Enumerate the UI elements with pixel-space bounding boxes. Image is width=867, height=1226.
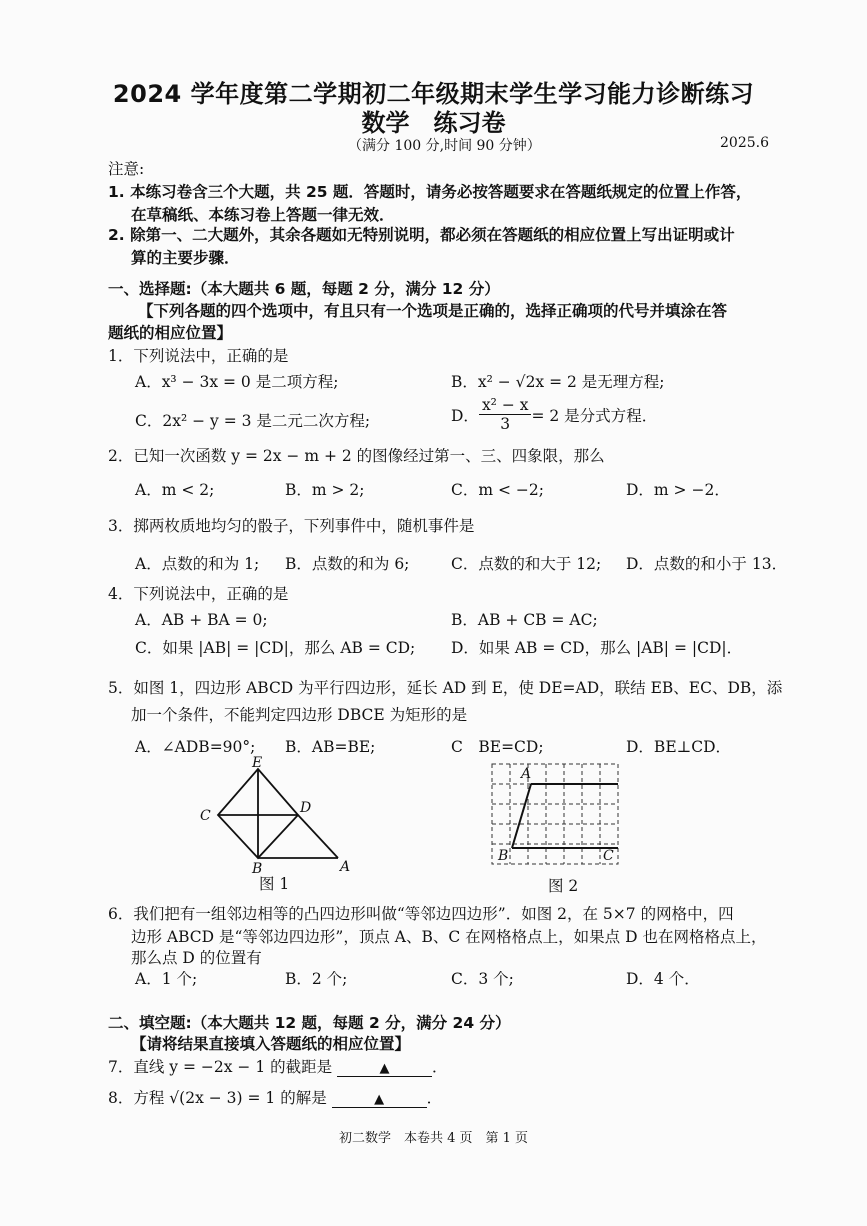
notice-item: 算的主要步骤． <box>131 249 240 267</box>
fraction-denominator: 3 <box>500 415 511 433</box>
option-a: A．∠ADB=90°; <box>135 738 256 756</box>
option-a: A．m < 2; <box>135 481 215 499</box>
vertex-label: C <box>603 848 614 864</box>
option-d: D．如果 AB = CD，那么 |AB| = |CD|． <box>451 639 743 657</box>
section-instruction: 【请将结果直接填入答题纸的相应位置】 <box>131 1035 411 1053</box>
answer-blank[interactable]: ▲ <box>332 1092 427 1108</box>
option-c: C．3 个; <box>451 970 514 988</box>
section-heading: 一、选择题:（本大题共 6 题，每题 2 分，满分 12 分） <box>108 280 500 298</box>
option-d-label: D． <box>451 406 479 425</box>
section-instruction: 题纸的相应位置】 <box>108 324 233 342</box>
option-c: C．如果 |AB| = |CD|，那么 AB = CD; <box>135 639 416 657</box>
fraction-numerator: x² − x <box>479 396 532 415</box>
question-stem: 4．下列说法中，正确的是 <box>108 585 289 603</box>
question-stem: 8．方程 √(2x − 3) = 1 的解是 <box>108 1089 327 1107</box>
question-stem: 3．掷两枚质地均匀的骰子，下列事件中，随机事件是 <box>108 517 475 535</box>
vertex-label: C <box>200 808 211 824</box>
question-8 <box>108 1086 442 1108</box>
figure-caption: 图 1 <box>259 875 290 893</box>
option-a: A．1 个; <box>135 970 198 988</box>
vertex-label: B <box>498 848 509 864</box>
vertex-label: D <box>300 800 312 816</box>
segment-da <box>298 815 338 858</box>
option-b: B．2 个; <box>285 970 348 988</box>
option-a: A．点数的和为 1; <box>135 555 260 573</box>
figure-1 <box>190 755 370 890</box>
option-d: D．m > −2． <box>626 481 730 499</box>
question-stem: 那么点 D 的位置有 <box>131 949 262 967</box>
question-stem: 1．下列说法中，正确的是 <box>108 347 289 365</box>
exam-meta: （满分 100 分,时间 90 分钟） <box>348 138 541 154</box>
notice-item: 2. 除第一、二大题外，其余各题如无特别说明，都必须在答题纸的相应位置上写出证明或计 <box>108 226 735 244</box>
vertex-label: E <box>252 755 263 771</box>
option-a: A．AB + BA = 0; <box>135 611 268 629</box>
figure-2 <box>486 758 626 870</box>
question-stem: 5．如图 1，四边形 ABCD 为平行四边形，延长 AD 到 E，使 DE=AD，联结 EB、EC、DB，添 <box>108 679 783 697</box>
option-d: D．BE⊥CD． <box>626 738 731 756</box>
notice-item: 1. 本练习卷含三个大题，共 25 题．答题时，请务必按答题要求在答题纸规定的位置上作答， <box>108 183 752 201</box>
question-7 <box>108 1055 448 1077</box>
question-stem: 2．已知一次函数 y = 2x − m + 2 的图像经过第一、三、四象限，那么 <box>108 447 605 465</box>
option-d: D．点数的和小于 13． <box>626 555 788 573</box>
option-c: C BE=CD; <box>451 738 544 756</box>
option-d <box>451 396 657 433</box>
option-c: C．点数的和大于 12; <box>451 555 602 573</box>
fraction <box>479 396 532 433</box>
page-footer: 初二数学 本卷共 4 页 第 1 页 <box>338 1131 529 1146</box>
figure-caption: 图 2 <box>548 877 579 895</box>
option-c: C．m < −2; <box>451 481 544 499</box>
section-heading: 二、填空题:（本大题共 12 题，每题 2 分，满分 24 分） <box>108 1014 511 1032</box>
question-stem: 6．我们把有一组邻边相等的凸四边形叫做“等邻边四边形”．如图 2，在 5×7 的网格中，四 <box>108 905 734 923</box>
option-b: B．AB=BE; <box>285 738 376 756</box>
option-d: D．4 个． <box>626 970 700 988</box>
vertex-label: A <box>340 859 351 875</box>
question-end: ． <box>432 1058 448 1076</box>
option-b: B．x² − √2x = 2 是无理方程; <box>451 373 665 391</box>
vertex-label: B <box>252 861 263 877</box>
option-b: B．点数的和为 6; <box>285 555 410 573</box>
page-title: 2024 学年度第二学期初二年级期末学生学习能力诊断练习 <box>112 80 755 108</box>
option-c: C．2x² − y = 3 是二元二次方程; <box>135 412 371 430</box>
option-d-text: = 2 是分式方程． <box>531 406 658 425</box>
section-instruction: 【下列各题的四个选项中，有且只有一个选项是正确的，选择正确项的代号并填涂在答 <box>138 302 728 320</box>
vertex-label: A <box>521 766 532 782</box>
exam-date: 2025.6 <box>720 135 769 151</box>
option-b: B．m > 2; <box>285 481 365 499</box>
option-a: A．x³ − 3x = 0 是二项方程; <box>135 373 339 391</box>
option-b: B．AB + CB = AC; <box>451 611 598 629</box>
notice-item: 在草稿纸、本练习卷上答题一律无效． <box>131 206 395 224</box>
answer-blank[interactable]: ▲ <box>337 1061 432 1077</box>
question-stem: 加一个条件，不能判定四边形 DBCE 为矩形的是 <box>131 706 468 724</box>
question-stem: 7．直线 y = −2x − 1 的截距是 <box>108 1058 333 1076</box>
page-subtitle: 数学 练习卷 <box>361 109 506 137</box>
question-stem: 边形 ABCD 是“等邻边四边形”，顶点 A、B、C 在网格格点上，如果点 D 也在网格格点上， <box>131 928 767 946</box>
notice-heading: 注意: <box>108 160 145 178</box>
question-end: ． <box>426 1089 443 1107</box>
